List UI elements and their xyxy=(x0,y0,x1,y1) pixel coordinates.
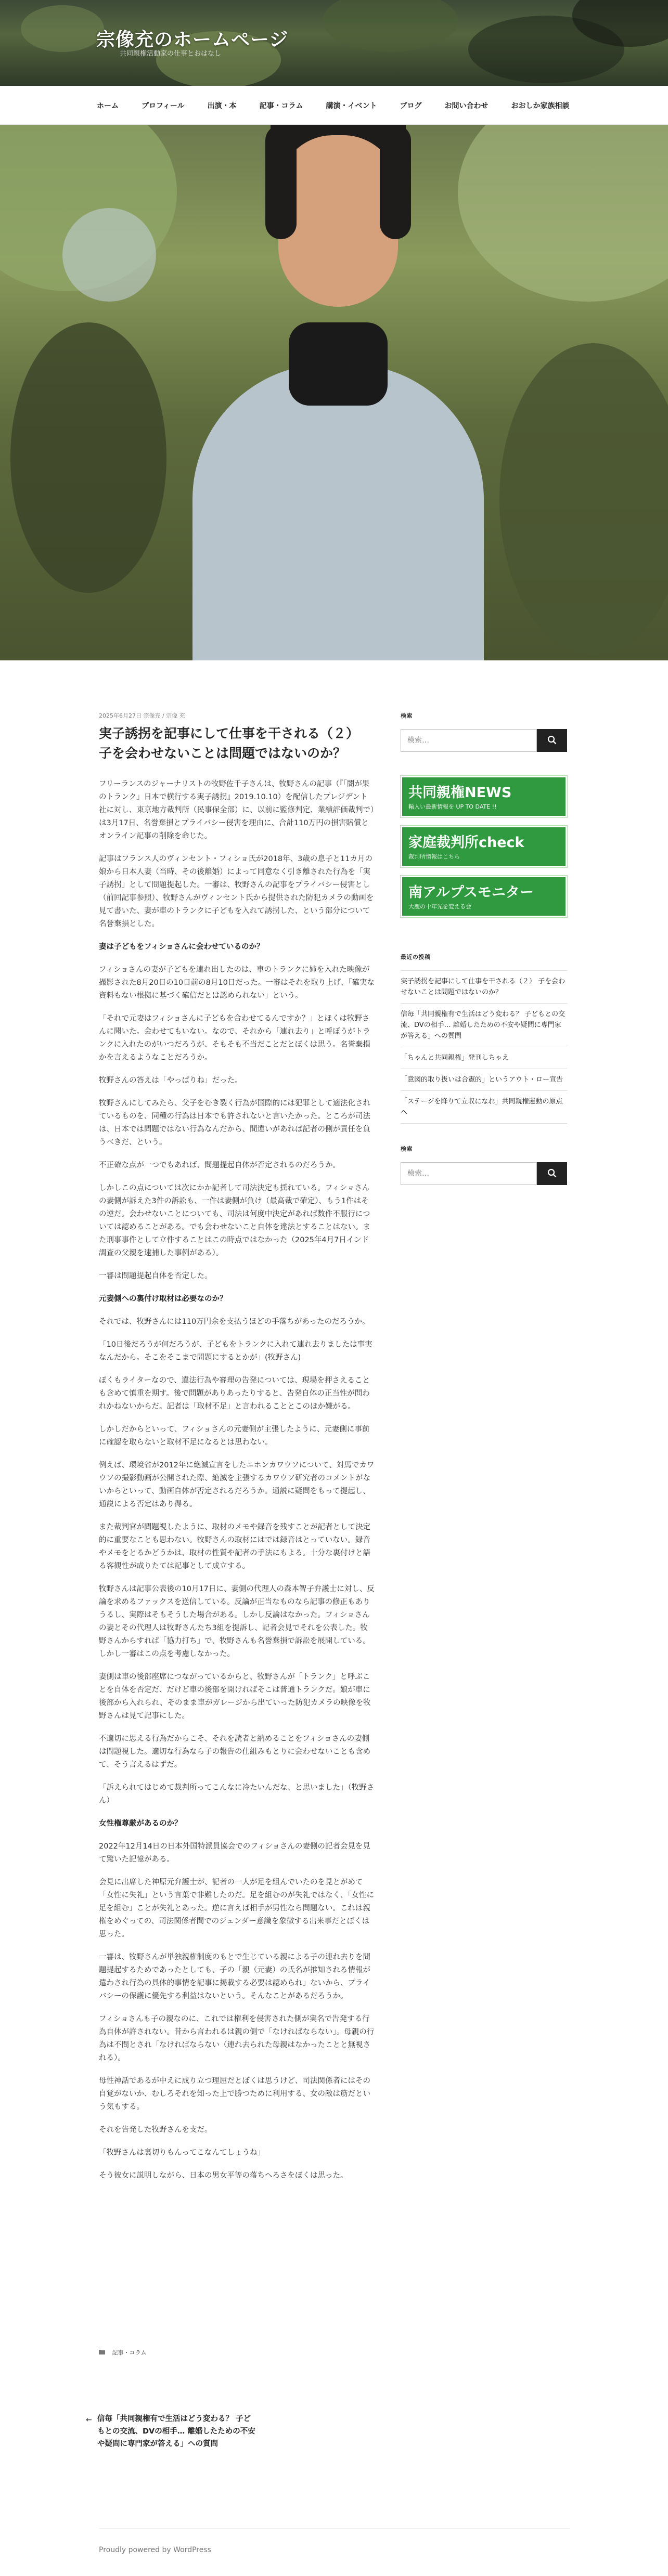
recent-post-link[interactable]: 「ちゃんと共同親権」発刊しちゃえ xyxy=(401,1047,567,1069)
nav-item-appearances-books[interactable]: 出演・本 xyxy=(207,101,237,110)
article xyxy=(99,711,375,2192)
post-navigation[interactable] xyxy=(86,2413,258,2450)
nav-item-blog[interactable]: ブログ xyxy=(400,101,422,110)
search-input-2[interactable] xyxy=(401,1162,537,1185)
paragraph: また裁判官が問題視したように、取材のメモや録音を残すことが記者として決定的に重要なことも思わない。牧野さんの取材にはでは録音はとっていない。録音やメモをとるかどうかは、取材の性質や記者の手法にもよる。十分な裏付けと語る客観性が成りたては記事として成立する。 xyxy=(99,1523,370,1570)
paragraph: フィショさんの妻が子どもを連れ出したのは、車のトランクに姉を入れた映像が撮影された8月20日の10日前の8月10日だった。一審はそれを取り上げ、「確実な資料もない根拠に基づく確信だとは認められない」という。 xyxy=(99,966,375,1000)
search-widget-title: 検索 xyxy=(401,712,413,719)
hero-foliage xyxy=(458,125,668,302)
banner-caption: 輸入い最新情報を UP TO DATE !! xyxy=(408,803,497,810)
featured-image xyxy=(0,125,668,660)
paragraph: ぼくもライターなので、違法行為や審理の告発については、現場を押さえることも含めて慎重を期す。後で問題がありあったりすると、告発自体の正当性が問われかねないからだ。記者は「取材不足」と言われることとこのほか嫌がる。 xyxy=(99,1376,370,1411)
banner-family-court-check[interactable] xyxy=(401,826,567,867)
entry-title: 実子誘拐を記事にして仕事を干される（２） 子を会わせないことは問題ではないのか？ xyxy=(99,726,359,761)
search-button-2[interactable] xyxy=(537,1162,567,1185)
recent-post-link[interactable]: 「ステージを降りて立収になれ」共同親権運動の原点へ xyxy=(401,1091,567,1124)
paragraph: 牧野さんの答えは「やっぱりね」だった。 xyxy=(99,1076,242,1085)
paragraph: 妻側は車の後部座席につながっているからと、牧野さんが「トランク」と呼ぶことを自体を否定だ、だけど車の後部を開ければそこは普通トランクだ。娘が車に後部から入れられ、そのまま車がガレージから出ていった防犯カメラの映像を牧野さんは見て記事にした。 xyxy=(99,1673,371,1720)
site-header xyxy=(0,0,668,86)
recent-post-link[interactable]: 信毎「共同親権有で生活はどう変わる？ 子どもとの交流、DVの相手… 離婚したための不安や疑問に専門家が答える」への質問 xyxy=(401,1004,567,1047)
search-button[interactable] xyxy=(537,729,567,752)
section-heading: 妻は子どもをフィショさんに会わせているのか？ xyxy=(99,943,264,951)
paragraph: そう彼女に説明しながら、日本の男女平等の落ちへろさをぼくは思った。 xyxy=(99,2171,348,2180)
arrow-left-icon: ← xyxy=(86,2416,92,2424)
paragraph: 一審は問題提起自体を否定した。 xyxy=(99,1272,212,1280)
paragraph: 例えば、環境省が2012年に絶滅宣言をしたニホンカワウソについて、対馬でカワウソの撮影動画が公開された際、絶滅を主張するカワウソ研究者のコメントがないからといって、動画自体が否定されるだろうか。通説に疑問をもって提起し、通説による否定はあり得る。 xyxy=(99,1461,375,1508)
banner-caption: 裁判所情報はこちら xyxy=(408,853,460,860)
paragraph: 「訴えられてはじめて裁判所ってこんなに冷たいんだな、と思いました」（牧野さん） xyxy=(99,1784,375,1805)
banner-caption: 大鹿の十年先を変える会 xyxy=(408,903,471,910)
recent-post-link[interactable]: 「意図的取り扱いは合憲的」というアウト・ロー宣告 xyxy=(401,1069,567,1091)
folder-icon xyxy=(99,2349,105,2356)
hero-sky xyxy=(62,208,156,302)
hero-foliage xyxy=(499,343,668,655)
paragraph: しかしこの点については次にかか記者して司法決定も揺れている。フィショさんの妻側が訴えた3件の訴訟も、一件は妻側が負け（最高裁で確定）、もう1件はその逆だ。会わせないことについても、司法は何度中決定があれば数件不服行については認めることがある。でも会わせないこと自体を違法とすることはない。また刑事事件として立件することはこの時点ではなかった（2025年4月7日インド調査の父親を逮捕した事例がある）。 xyxy=(99,1184,370,1257)
banner-joint-custody-news[interactable] xyxy=(401,776,567,817)
nav-item-contact[interactable]: お問い合わせ xyxy=(444,101,489,110)
hero-person-shirt xyxy=(192,364,484,660)
category-link[interactable]: 記事・コラム xyxy=(112,2349,147,2356)
paragraph: フリーランスのジャーナリストの牧野佐千子さんは、牧野さんの記事（『「闇が果のトランク」日本で横行する実子誘拐』2019.10.10）を配信したプレジデント社に対し、東京地方裁判所（民事保全部）に、以前に監修判定、業績評価裁判で）は3月17日、名誉棄損とプライバシー侵害を理由に、合計110万円の損害賠償とオンライン記事の削除を命じた。 xyxy=(99,780,375,840)
hero-tree-trunk xyxy=(10,322,166,593)
header-foliage xyxy=(323,0,458,52)
paragraph: 記事はフランス人のヴィンセント・フィショ氏が2018年、3歳の息子と11カ月の娘から日本人妻（当時、その後離婚）によって同意なく引き離された行為を「実子誘拐」として問題提起した。一審は、牧野さんの記事をプライバシー侵害とし（前回記事参照）、牧野さんがヴィンセント氏から提供された防犯カメラの動画を見て書いた、妻が車のトランクに子どもを入れて誘拐した、という部分について名誉棄損とした。 xyxy=(99,855,374,928)
banner-heading: 南アルプスモニター xyxy=(408,884,534,901)
paragraph: フィショさんも子の親なのに、これでは権利を侵害された側が実名で告発する行為自体が許されない。昔から言われるは親の側で「なければならない」。母親の行為は不問とされ「なければならない（連れ去られた母親はなかったことと無視される）。 xyxy=(99,2015,375,2062)
recent-posts-list xyxy=(401,970,567,1124)
nav-item-profile[interactable]: プロフィール xyxy=(142,101,185,110)
banner-heading: 家庭裁判所check xyxy=(408,835,524,851)
hero-person-hair-side xyxy=(380,125,411,239)
nav-item-articles[interactable]: 記事・コラム xyxy=(259,101,303,110)
search-form-2 xyxy=(401,1162,567,1185)
banner-heading: 共同親権NEWS xyxy=(408,785,512,801)
paragraph: しかしだからといって、フィショさんの元妻側が主張したように、元妻側に事前に確認を取らないと取材不足になるとは思わない。 xyxy=(99,1425,370,1447)
search-icon xyxy=(547,1168,557,1179)
paragraph: それを告発した牧野さんを支だ。 xyxy=(99,2126,212,2134)
entry-meta[interactable]: 2025年6月27日 宗像充 / 宗像 充 xyxy=(99,712,185,719)
nav-item-home[interactable]: ホーム xyxy=(97,101,119,110)
paragraph: 2022年12月14日の日本外国特派員協会でのフィショさんの妻側の記者会見を見て驚いた記憶がある。 xyxy=(99,1842,370,1864)
paragraph: 母性神話であるが中えに成り立つ理屈だとぼくは思うけど、司法関係者にはその自覚がないか、むしろそれを知った上で勝つために利用する、女の敵は筋だという気もする。 xyxy=(99,2077,370,2111)
paragraph: 「それで元妻はフィショさんに子どもを合わせてるんですか？」とほくは牧野さんに聞いた。会わせてもいない。なので、それから「連れ去り」と呼ぼうがトランクに入れたのがいつだろうが、そもそも不当だことだとぼくは思う。名誉棄損かを言えるようなことだろうか。 xyxy=(99,1014,370,1062)
section-heading: 女性権尊厳があるのか？ xyxy=(99,1819,182,1828)
search-widget-title-2: 検索 xyxy=(401,1146,413,1152)
paragraph: 牧野さんは記事公表後の10月17日に、妻側の代理人の森本智子弁護士に対し、反論を求めるファックスを送信している。反論が正当なものなら記事の修正もありうるし、実際はそもそうした場合がある。しかし反論はなかった。フィショさんの妻とその代理人は牧野さんたち3組を提訴し、記者会見でそれを公表した。牧野さんからすれば「協力打ち」で、牧野さんも名誉棄損で訴訟を展開している。しかし一審はこの点を考慮しなかった。 xyxy=(99,1585,375,1658)
banner-minami-alps-monitor[interactable] xyxy=(401,876,567,917)
paragraph: 会見に出席した神原元弁護士が、記者の一人が足を組んでいたのを見とがめて「女性に失礼」という言葉で非難したのだ。足を組むのが失礼ではなく、「女性に足を組む」ことが失礼とあった。逆に言えば相手が男性なら問題ない。これは親権をめぐっての、司法関係者間でのジェンダー意識を象徴する出来事だとぼくは思った。 xyxy=(99,1878,374,1938)
site-title[interactable]: 宗像充のホームページ xyxy=(96,29,289,50)
main-navigation xyxy=(0,86,668,125)
hero-person-hair-side xyxy=(265,125,297,239)
search-icon xyxy=(547,735,557,746)
section-heading: 元妻側への裏付け取材は必要なのか？ xyxy=(99,1295,227,1303)
paragraph: 不適切に思える行為だからこそ、それを読者と納めることをフィショさんの妻側は問題視した。適切な行為なら子の報告の仕組みもとりに会わせないことも含めて、そう言えるはずだ。 xyxy=(99,1735,370,1769)
search-input[interactable] xyxy=(401,729,537,752)
nav-item-lectures-events[interactable]: 講演・イベント xyxy=(326,101,377,110)
paragraph: 「10日後だろうが何だろうが、子どもをトランクに入れて連れ去りましたは事実なんだから。そこをそこまで問題にするとかが」(牧野さん) xyxy=(99,1341,372,1362)
recent-posts-title: 最近の投稿 xyxy=(401,954,431,960)
search-form xyxy=(401,729,567,752)
entry-content xyxy=(99,778,375,2182)
recent-post-link[interactable]: 実子誘拐を記事にして仕事を干される（２） 子を会わせないことは問題ではないのか？ xyxy=(401,970,567,1004)
footer-divider xyxy=(99,2528,570,2529)
paragraph: 「牧野さんは裏切りもんってこなんてしょうね」 xyxy=(99,2149,265,2157)
site-credit[interactable]: Proudly powered by WordPress xyxy=(99,2546,211,2554)
paragraph: 牧野さんにしてみたら、父子をむき裂く行為が国際的には犯罪として適法化されているものを、同種の行為は日本でも許されないと言いたかった。ところが司法は、日本では問題ではない行為なんだから、間違いがあれば記者の側が責任を負うべきだ、という。 xyxy=(99,1099,370,1147)
nav-item-family-consultation[interactable]: おおしか家族相談 xyxy=(511,101,570,110)
header-foliage xyxy=(21,5,104,52)
hero-person-collar xyxy=(289,322,388,406)
paragraph: 一審は、牧野さんが単独親権制度のもとで生じている親による子の連れ去りを問題提起するためであったとしても、子の「親（元妻）の氏名が推知される情報が遣わされ行為の具体的事情を記事に掲載する必要は認められ」ないから、プライバシーの保護に優先する利益はないという。そんなことがあるだろうか。 xyxy=(99,1953,370,2000)
sidebar xyxy=(401,711,567,1209)
paragraph: 不正確な点が一つでもあれば、問題提起自体が否定されるのだろうか。 xyxy=(99,1161,340,1169)
entry-footer xyxy=(99,2348,146,2357)
paragraph: それでは、牧野さんには110万円余を支払うほどの手落ちがあったのだろうか。 xyxy=(99,1318,370,1326)
previous-post-link[interactable]: 信毎「共同親権有で生活はどう変わる？ 子どもとの交流、DVの相手… 離婚したための不安や疑問に専門家が答える」への質問 xyxy=(97,2415,255,2448)
site-description: 共同親権活動家の仕事とおはなし xyxy=(120,50,222,58)
